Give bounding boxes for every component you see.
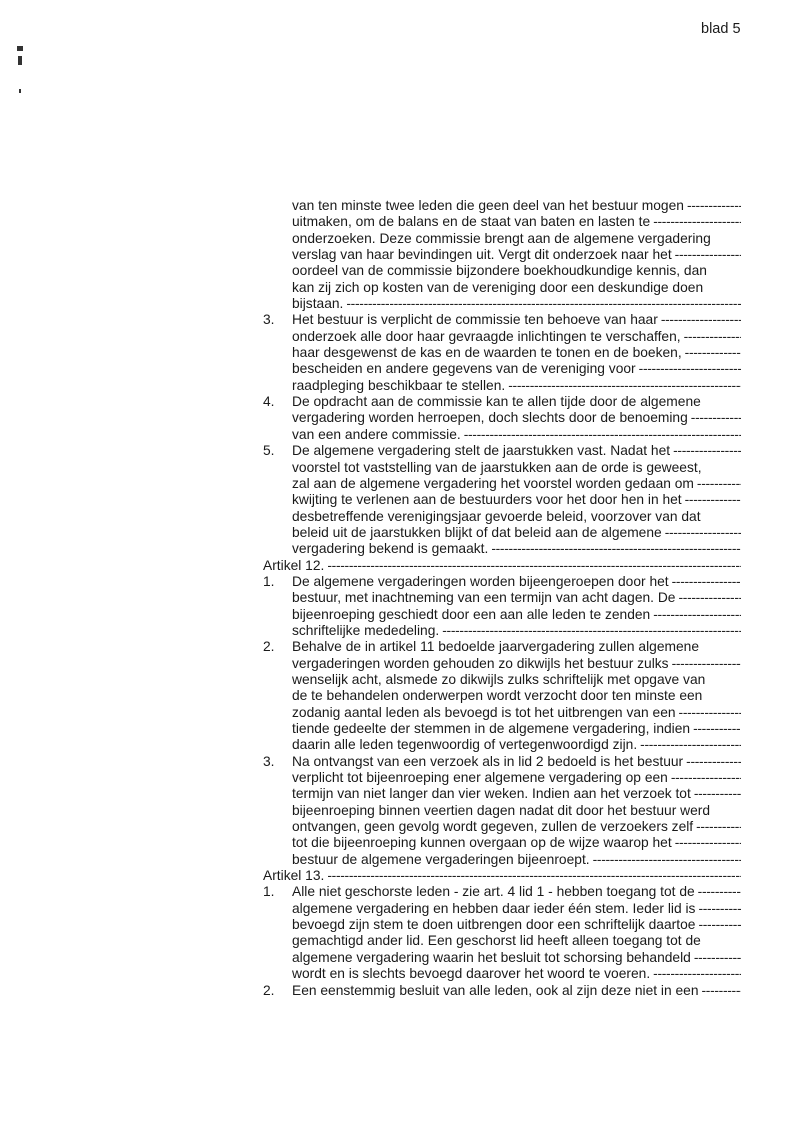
dash-filler xyxy=(327,558,741,574)
binding-mark xyxy=(19,89,21,93)
line-text: tot die bijeenroeping kunnen overgaan op de wijze waarop het xyxy=(292,835,672,851)
dash-filler xyxy=(691,410,741,426)
text-line xyxy=(263,345,741,361)
dash-filler xyxy=(346,296,741,312)
line-text: onderzoeken. Deze commissie brengt aan de algemene vergadering xyxy=(292,230,711,246)
text-line xyxy=(263,884,741,900)
line-text: vergadering worden herroepen, doch slechts door de benoeming xyxy=(292,410,688,426)
text-line xyxy=(263,754,741,770)
dash-filler xyxy=(685,492,741,508)
text-line xyxy=(263,460,741,476)
line-text: algemene vergadering waarin het besluit tot schorsing behandeld xyxy=(292,949,691,965)
dash-filler xyxy=(327,868,741,884)
text-line xyxy=(263,541,741,557)
dash-filler xyxy=(673,443,741,459)
line-text: Een eenstemmig besluit van alle leden, ook al zijn deze niet in een xyxy=(292,982,699,998)
text-line xyxy=(263,688,741,704)
dash-filler xyxy=(442,623,741,639)
line-text: De algemene vergadering stelt de jaarstukken vast. Nadat het xyxy=(292,443,671,459)
line-text: bestuur de algemene vergaderingen bijeenroept. xyxy=(292,851,590,867)
dash-filler xyxy=(672,656,741,672)
dash-filler xyxy=(698,884,741,900)
item-number: 5. xyxy=(263,443,275,459)
item-number: 4. xyxy=(263,394,275,410)
document-body xyxy=(263,198,741,999)
article-heading xyxy=(263,868,741,884)
text-line xyxy=(263,819,741,835)
line-text: desbetreffende verenigingsjaar gevoerde beleid, voorzover van dat xyxy=(292,508,701,524)
dash-filler xyxy=(694,950,741,966)
article-heading-text: Artikel 12. xyxy=(263,557,325,573)
line-text: de te behandelen onderwerpen wordt verzocht door ten minste een xyxy=(292,688,703,704)
dash-filler xyxy=(678,590,741,606)
line-text: raadpleging beschikbaar te stellen. xyxy=(292,377,506,393)
dash-filler xyxy=(698,901,741,917)
line-text: uitmaken, om de balans en de staat van baten en lasten te xyxy=(292,214,651,230)
item-number: 2. xyxy=(263,982,275,998)
item-number: 2. xyxy=(263,639,275,655)
text-line xyxy=(263,705,741,721)
dash-filler xyxy=(685,345,741,361)
line-text: kan zij zich op kosten van de vereniging door een deskundige doen xyxy=(292,279,704,295)
text-line xyxy=(263,656,741,672)
dash-filler xyxy=(694,786,741,802)
line-text: Behalve de in artikel 11 bedoelde jaarvergadering zullen algemene xyxy=(292,639,700,655)
dash-filler xyxy=(653,214,741,230)
text-line xyxy=(263,263,741,279)
line-text: oordeel van de commissie bijzondere boekhoudkundige kennis, dan xyxy=(292,263,707,279)
text-line xyxy=(263,525,741,541)
text-line xyxy=(263,427,741,443)
dash-filler xyxy=(693,721,741,737)
text-line xyxy=(263,231,741,247)
dash-filler xyxy=(653,966,741,982)
line-text: gemachtigd ander lid. Een geschorst lid heeft alleen toegang tot de xyxy=(292,933,701,949)
dash-filler xyxy=(684,329,741,345)
line-text: zodanig aantal leden als bevoegd is tot het uitbrengen van een xyxy=(292,704,676,720)
text-line xyxy=(263,607,741,623)
dash-filler xyxy=(675,835,741,851)
dash-filler xyxy=(671,770,741,786)
binding-mark xyxy=(18,56,22,65)
line-text: termijn van niet langer dan vier weken. Indien aan het verzoek tot xyxy=(292,786,691,802)
text-line xyxy=(263,280,741,296)
dash-filler xyxy=(665,525,741,541)
line-text: bijeenroeping binnen veertien dagen nadat dit door het bestuur werd xyxy=(292,802,711,818)
line-text: wenselijk acht, alsmede zo dikwijls zulks schriftelijk met opgave van xyxy=(292,671,706,687)
text-line xyxy=(263,296,741,312)
text-line xyxy=(263,394,741,410)
dash-filler xyxy=(639,361,741,377)
line-text: Alle niet geschorste leden - zie art. 4 lid 1 - hebben toegang tot de xyxy=(292,884,695,900)
text-line xyxy=(263,852,741,868)
line-text: bescheiden en andere gegevens van de vereniging voor xyxy=(292,361,636,377)
line-text: schriftelijke mededeling. xyxy=(292,622,440,638)
line-text: tiende gedeelte der stemmen in de algemene vergadering, indien xyxy=(292,721,691,736)
dash-filler xyxy=(491,541,741,557)
article-heading xyxy=(263,558,741,574)
line-text: bestuur, met inachtneming van een termijn van acht dagen. De xyxy=(292,590,676,606)
page-number: blad 5 xyxy=(701,21,741,37)
text-line xyxy=(263,492,741,508)
item-number: 3. xyxy=(263,753,275,769)
item-number: 1. xyxy=(263,884,275,900)
dash-filler xyxy=(508,378,741,394)
line-text: van ten minste twee leden die geen deel van het bestuur mogen xyxy=(292,198,684,213)
text-line xyxy=(263,312,741,328)
line-text: Het bestuur is verplicht de commissie ten behoeve van haar xyxy=(292,312,658,328)
text-line xyxy=(263,966,741,982)
text-line xyxy=(263,590,741,606)
line-text: voorstel tot vaststelling van de jaarstukken aan de orde is geweest, xyxy=(292,459,702,475)
line-text: vergaderingen worden gehouden zo dikwijls het bestuur zulks xyxy=(292,655,669,671)
article-heading-text: Artikel 13. xyxy=(263,868,325,884)
text-line xyxy=(263,950,741,966)
text-line xyxy=(263,329,741,345)
text-line xyxy=(263,476,741,492)
dash-filler xyxy=(696,819,741,835)
dash-filler xyxy=(702,983,742,999)
dash-filler xyxy=(698,917,741,933)
text-line xyxy=(263,378,741,394)
text-line xyxy=(263,639,741,655)
dash-filler xyxy=(697,476,741,492)
text-line xyxy=(263,983,741,999)
line-text: verslag van haar bevindingen uit. Vergt dit onderzoek naar het xyxy=(292,247,672,263)
dash-filler xyxy=(661,312,741,328)
line-text: kwijting te verlenen aan de bestuurders voor het door hen in het xyxy=(292,492,682,508)
dash-filler xyxy=(653,607,741,623)
binding-mark xyxy=(17,46,23,51)
dash-filler xyxy=(686,754,741,770)
text-line xyxy=(263,803,741,819)
text-line xyxy=(263,917,741,933)
line-text: ontvangen, geen gevolg wordt gegeven, zullen de verzoekers zelf xyxy=(292,819,694,835)
text-line xyxy=(263,443,741,459)
dash-filler xyxy=(640,737,741,753)
item-number: 3. xyxy=(263,312,275,328)
line-text: verplicht tot bijeenroeping ener algemene vergadering op een xyxy=(292,770,668,786)
text-line xyxy=(263,623,741,639)
line-text: algemene vergadering en hebben daar ieder één stem. Ieder lid is xyxy=(292,900,696,916)
text-line xyxy=(263,786,741,802)
dash-filler xyxy=(593,852,741,868)
line-text: Na ontvangst van een verzoek als in lid 2 bedoeld is het bestuur xyxy=(292,753,684,769)
text-line xyxy=(263,672,741,688)
text-line xyxy=(263,214,741,230)
line-text: beleid uit de jaarstukken blijkt of dat beleid aan de algemene xyxy=(292,524,662,540)
line-text: bijeenroeping geschiedt door een aan alle leden te zenden xyxy=(292,606,651,622)
line-text: De algemene vergaderingen worden bijeengeroepen door het xyxy=(292,573,669,589)
text-line xyxy=(263,247,741,263)
text-line xyxy=(263,737,741,753)
dash-filler xyxy=(672,574,741,590)
text-line xyxy=(263,721,741,737)
item-number: 1. xyxy=(263,573,275,589)
line-text: haar desgewenst de kas en de waarden te tonen en de boeken, xyxy=(292,345,682,361)
text-line xyxy=(263,509,741,525)
dash-filler xyxy=(464,427,741,443)
dash-filler xyxy=(679,705,741,721)
line-text: bijstaan. xyxy=(292,296,344,312)
line-text: bevoegd zijn stem te doen uitbrengen door een schriftelijk daartoe xyxy=(292,917,696,933)
line-text: vergadering bekend is gemaakt. xyxy=(292,541,489,557)
text-line xyxy=(263,410,741,426)
text-line xyxy=(263,901,741,917)
line-text: zal aan de algemene vergadering het voorstel worden gedaan om xyxy=(292,475,694,491)
line-text: van een andere commissie. xyxy=(292,426,461,442)
text-line xyxy=(263,933,741,949)
dash-filler xyxy=(675,247,741,263)
text-line xyxy=(263,835,741,851)
line-text: De opdracht aan de commissie kan te allen tijde door de algemene xyxy=(292,394,701,410)
text-line xyxy=(263,361,741,377)
text-line xyxy=(263,770,741,786)
line-text: daarin alle leden tegenwoordig of vertegenwoordigd zijn. xyxy=(292,737,638,753)
line-text: wordt en is slechts bevoegd daarover het woord te voeren. xyxy=(292,966,651,982)
text-line xyxy=(263,574,741,590)
text-line xyxy=(263,198,741,214)
line-text: onderzoek alle door haar gevraagde inlichtingen te verschaffen, xyxy=(292,328,681,344)
dash-filler xyxy=(687,198,741,214)
